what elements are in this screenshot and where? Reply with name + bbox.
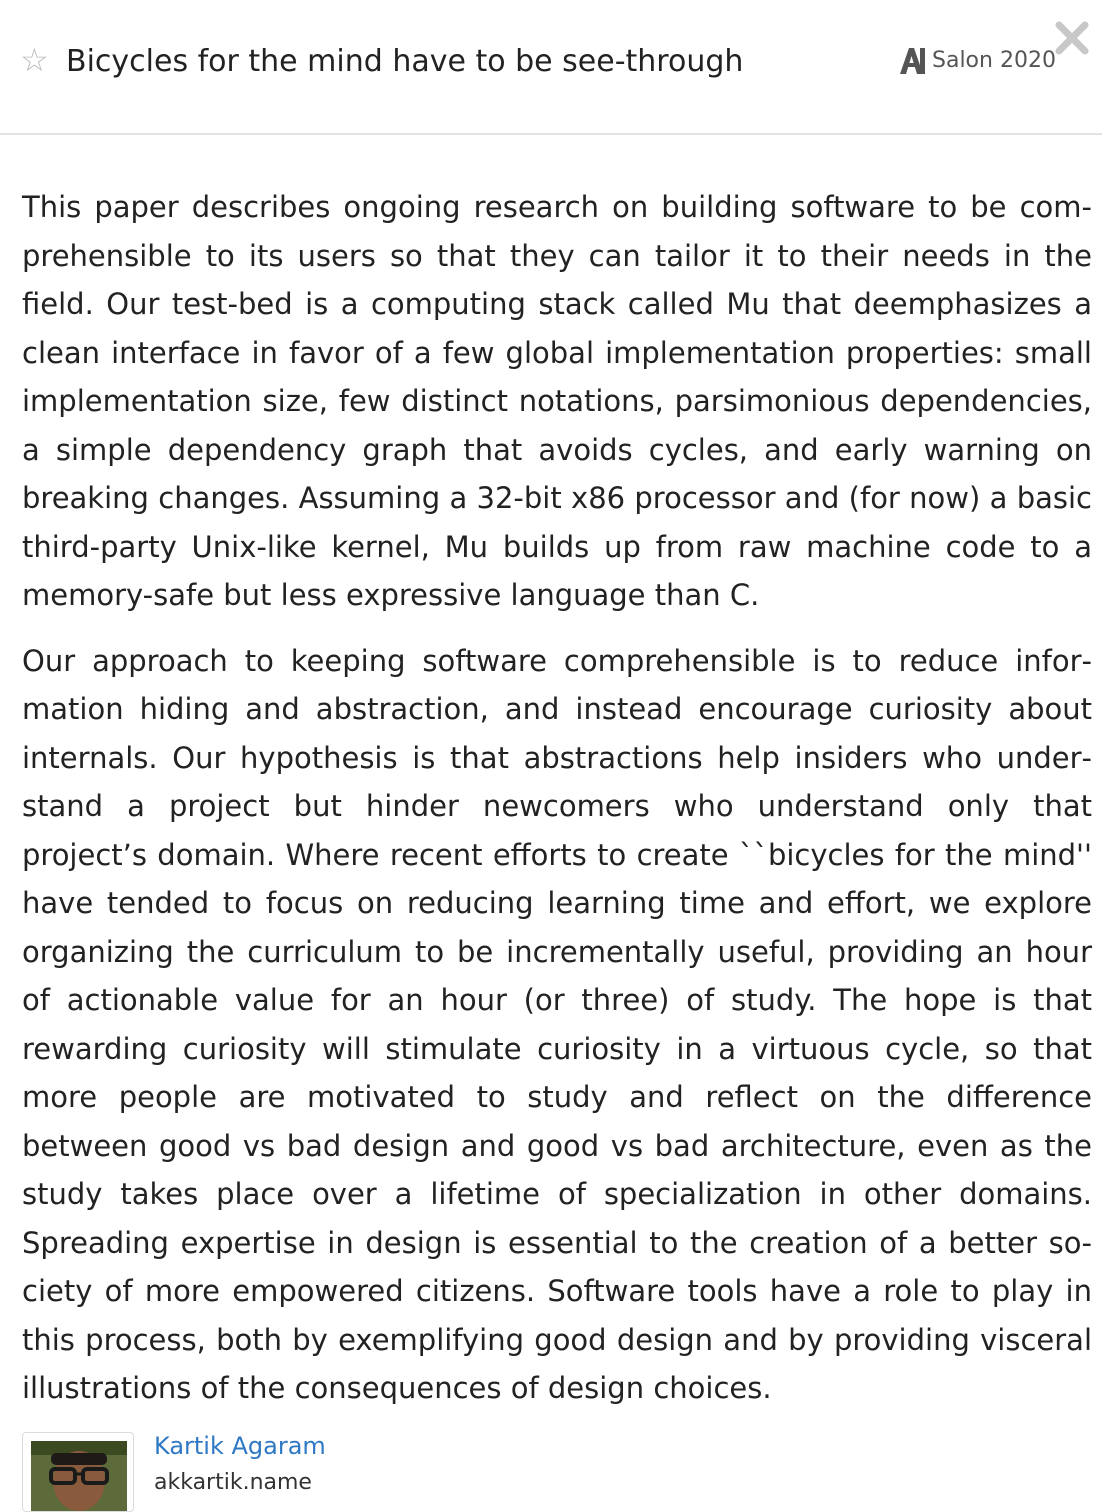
avatar-photo <box>31 1441 127 1512</box>
star-outline-icon[interactable]: ☆ <box>20 41 49 79</box>
author-avatar[interactable] <box>22 1432 134 1512</box>
close-x-icon[interactable] <box>1052 18 1092 58</box>
dialog-header <box>0 0 1102 135</box>
venue-label: Salon 2020 <box>932 48 1056 73</box>
conference-logo-icon <box>898 47 928 75</box>
venue-badge <box>898 44 1056 78</box>
abstract-paragraph-2: Our approach to keeping software comprehensible is to reduce information hiding and abstraction, and instead encourage curiosity about internals. Our hypothesis is that abstractions help insiders who understand a project but hinder newcomers who understand only that project’s domain. Where recent efforts to create ``bicycles for the mind'' have tended to focus on reducing learning time and effort, we explore organizing the curriculum to be incrementally useful, providing an hour of actionable value for an hour (or three) of study. The hope is that rewarding curiosity will stimulate curiosity in a virtuous cycle, so that more people are motivated to study and reflect on the difference between good vs bad design and good vs bad architecture, even as the study takes place over a lifetime of specialization in other domains. Spreading expertise in design is essential to the creation of a better society of more empowered citizens. Software tools have a role to play in this process, both by exemplifying good design and by providing visceral illustrations of the consequences of design choices. <box>22 643 1092 1405</box>
abstract <box>22 183 1092 1430</box>
abstract-paragraph-1: This paper describes ongoing research on building software to be comprehensible to its users so that they can tailor it to their needs in the field. Our test-bed is a computing stack called Mu that deemphasizes a clean interface in favor of a few global implementation properties: small implementation size, few distinct notations, parsimonious dependencies, a simple dependency graph that avoids cycles, and early warning on breaking changes. Assuming a 32-bit x86 processor and (for now) a basic third-party Unix-like kernel, Mu builds up from raw machine code to a memory-safe but less expressive language than C. <box>22 190 1092 612</box>
paper-title: Bicycles for the mind have to be see-through <box>66 44 744 79</box>
author-website: akkartik.name <box>154 1470 312 1495</box>
author-name-link[interactable]: Kartik Agaram <box>154 1432 326 1460</box>
author-card <box>22 1432 1022 1512</box>
